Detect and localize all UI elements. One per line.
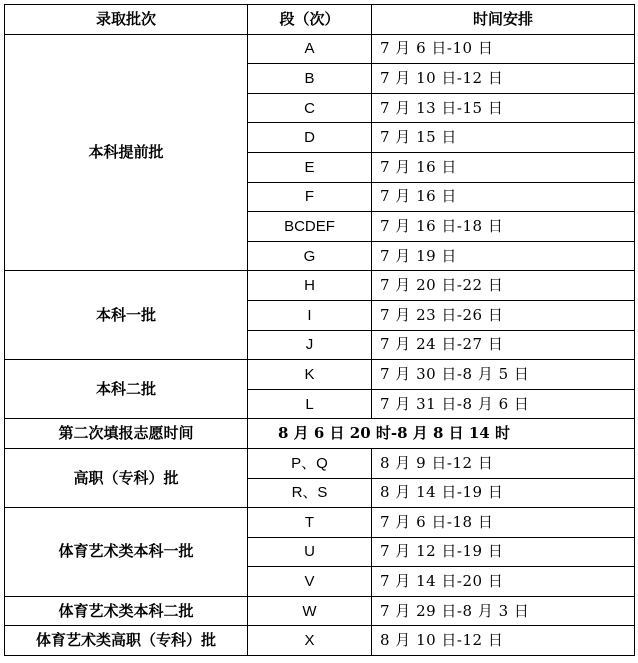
table-row xyxy=(5,596,635,626)
table-row xyxy=(5,34,635,64)
second-fill-label: 第二次填报志愿时间 xyxy=(5,419,248,449)
time-cell: 7 月 10 日-12 日 xyxy=(372,64,635,94)
segment-cell: BCDEF xyxy=(248,212,372,242)
segment-cell: J xyxy=(248,330,372,360)
time-cell: 7 月 20 日-22 日 xyxy=(372,271,635,301)
batch-cell: 本科提前批 xyxy=(5,34,248,271)
table-body-second xyxy=(5,448,635,655)
batch-cell: 本科一批 xyxy=(5,271,248,360)
table-row xyxy=(5,271,635,301)
time-cell: 7 月 29 日-8 月 3 日 xyxy=(372,596,635,626)
time-cell: 7 月 31 日-8 月 6 日 xyxy=(372,389,635,419)
time-cell: 7 月 30 日-8 月 5 日 xyxy=(372,360,635,390)
header-row xyxy=(5,5,635,35)
time-cell: 7 月 19 日 xyxy=(372,241,635,271)
schedule-table-container xyxy=(4,4,634,656)
second-fill-row xyxy=(5,419,635,449)
table-row xyxy=(5,626,635,656)
segment-cell: X xyxy=(248,626,372,656)
time-cell: 8 月 9 日-12 日 xyxy=(372,448,635,478)
time-cell: 7 月 16 日 xyxy=(372,152,635,182)
time-cell: 8 月 14 日-19 日 xyxy=(372,478,635,508)
time-cell: 7 月 6 日-10 日 xyxy=(372,34,635,64)
segment-cell: F xyxy=(248,182,372,212)
time-cell: 7 月 14 日-20 日 xyxy=(372,567,635,597)
header-time: 时间安排 xyxy=(372,5,635,35)
time-cell: 7 月 23 日-26 日 xyxy=(372,300,635,330)
batch-cell: 体育艺术类本科二批 xyxy=(5,596,248,626)
time-cell: 7 月 16 日 xyxy=(372,182,635,212)
time-cell: 7 月 16 日-18 日 xyxy=(372,212,635,242)
batch-cell: 高职（专科）批 xyxy=(5,448,248,507)
table-row xyxy=(5,508,635,538)
segment-cell: K xyxy=(248,360,372,390)
segment-cell: H xyxy=(248,271,372,301)
batch-cell: 体育艺术类高职（专科）批 xyxy=(5,626,248,656)
time-cell: 7 月 15 日 xyxy=(372,123,635,153)
header-segment: 段（次） xyxy=(248,5,372,35)
second-fill-time: 8 月 6 日 20 时-8 月 8 日 14 时 xyxy=(248,419,635,449)
segment-cell: G xyxy=(248,241,372,271)
time-cell: 8 月 10 日-12 日 xyxy=(372,626,635,656)
segment-cell: B xyxy=(248,64,372,94)
segment-cell: A xyxy=(248,34,372,64)
segment-cell: R、S xyxy=(248,478,372,508)
segment-cell: W xyxy=(248,596,372,626)
table-row xyxy=(5,360,635,390)
segment-cell: E xyxy=(248,152,372,182)
segment-cell: D xyxy=(248,123,372,153)
segment-cell: U xyxy=(248,537,372,567)
segment-cell: L xyxy=(248,389,372,419)
segment-cell: P、Q xyxy=(248,448,372,478)
segment-cell: V xyxy=(248,567,372,597)
table-body-first xyxy=(5,34,635,419)
batch-cell: 体育艺术类本科一批 xyxy=(5,508,248,597)
table-row xyxy=(5,448,635,478)
segment-cell: I xyxy=(248,300,372,330)
time-cell: 7 月 13 日-15 日 xyxy=(372,93,635,123)
batch-cell: 本科二批 xyxy=(5,360,248,419)
segment-cell: C xyxy=(248,93,372,123)
header-batch: 录取批次 xyxy=(5,5,248,35)
time-cell: 7 月 12 日-19 日 xyxy=(372,537,635,567)
admission-schedule-table xyxy=(4,4,635,656)
segment-cell: T xyxy=(248,508,372,538)
time-cell: 7 月 6 日-18 日 xyxy=(372,508,635,538)
time-cell: 7 月 24 日-27 日 xyxy=(372,330,635,360)
